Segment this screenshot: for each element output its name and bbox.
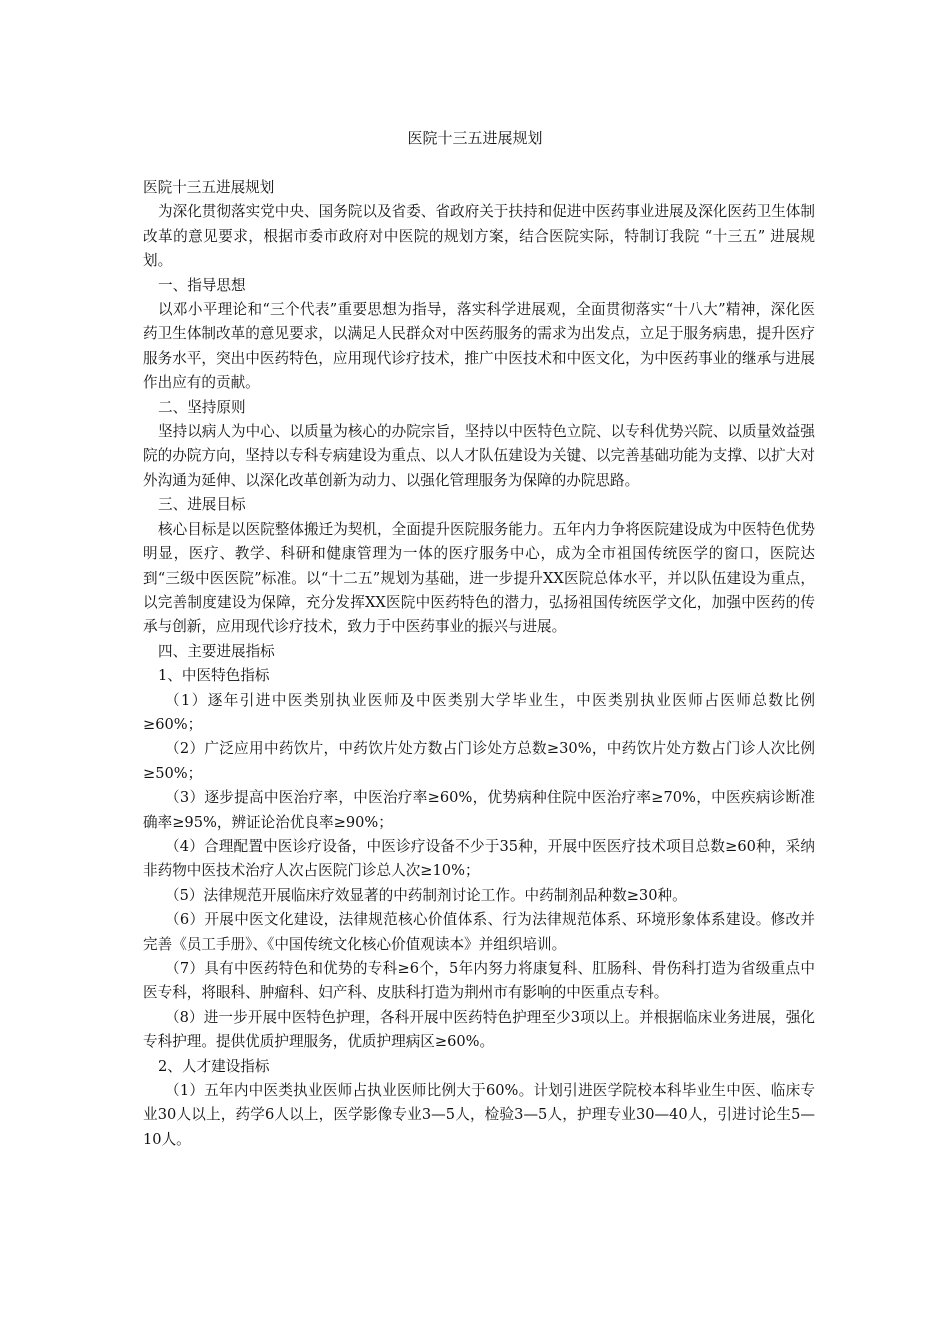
paragraph: （2）广泛应用中药饮片，中药饮片处方数占门诊处方总数≥30%，中药饮片处方数占门诊人次比例≥50%；: [143, 740, 815, 782]
paragraph: （5）法律规范开展临床疗效显著的中药制剂讨论工作。中药制剂品种数≥30种。: [165, 886, 687, 904]
paragraph: （3）逐步提高中医治疗率，中医治疗率≥60%，优势病种住院中医治疗率≥70%，中医疾病诊断准确率≥95%，辨证论治优良率≥90%；: [143, 789, 815, 831]
paragraph: 一、指导思想: [158, 276, 246, 294]
paragraph: 以邓小平理论和“三个代表”重要思想为指导，落实科学进展观，全面贯彻落实“十八大”精神，深化医药卫生体制改革的意见要求，以满足人民群众对中医药服务的需求为出发点，立足于服务病患，提升医疗服务水平，突出中医药特色，应用现代诊疗技术，推广中医技术和中医文化，为中医药事业的继承与进展作出应有的贡献。: [143, 301, 815, 392]
page-title: 医院十三五进展规划: [407, 129, 543, 147]
paragraph: 为深化贯彻落实党中央、国务院以及省委、省政府关于扶持和促进中医药事业进展及深化医药卫生体制改革的意见要求，根据市委市政府对中医院的规划方案，结合医院实际，特制订我院 “十三五” 进展规划。: [143, 203, 815, 270]
paragraph: 医院十三五进展规划: [143, 179, 275, 196]
paragraph: 四、主要进展指标: [158, 642, 275, 660]
paragraph: 坚持以病人为中心、以质量为核心的办院宗旨，坚持以中医特色立院、以专科优势兴院、以质量效益强院的办院方向，坚持以专科专病建设为重点、以人才队伍建设为关键、以完善基础功能为支撑、以扩大对外沟通为延伸、以深化改革创新为动力、以强化管理服务为保障的办院思路。: [143, 423, 815, 489]
document-body: [143, 176, 815, 1152]
paragraph: 二、坚持原则: [158, 398, 246, 416]
paragraph: 三、进展目标: [158, 496, 246, 514]
paragraph: （1）逐年引进中医类别执业医师及中医类别大学毕业生，中医类别执业医师占医师总数比例≥60%；: [143, 691, 815, 733]
paragraph: 1、中医特色指标: [158, 667, 270, 685]
paragraph: 核心目标是以医院整体搬迁为契机，全面提升医院服务能力。五年内力争将医院建设成为中医特色优势明显，医疗、教学、科研和健康管理为一体的医疗服务中心，成为全市祖国传统医学的窗口，医院达到“三级中医医院”标准。以“十二五”规划为基础，进一步提升XX医院总体水平，并以队伍建设为重点，以完善制度建设为保障，充分发挥XX医院中医药特色的潜力，弘扬祖国传统医学文化，加强中医药的传承与创新，应用现代诊疗技术，致力于中医药事业的振兴与进展。: [143, 520, 815, 636]
paragraph: （4）合理配置中医诊疗设备，中医诊疗设备不少于35种，开展中医医疗技术项目总数≥60种，采纳非药物中医技术治疗人次占医院门诊总人次≥10%；: [143, 837, 815, 880]
paragraph: 2、人才建设指标: [158, 1057, 270, 1075]
paragraph: （7）具有中医药特色和优势的专科≥6个，5年内努力将康复科、肛肠科、骨伤科打造为省级重点中医专科，将眼科、肿瘤科、妇产科、皮肤科打造为荆州市有影响的中医重点专科。: [143, 960, 815, 1002]
paragraph: （8）进一步开展中医特色护理，各科开展中医药特色护理至少3项以上。并根据临床业务进展，强化专科护理。提供优质护理服务，优质护理病区≥60%。: [143, 1008, 815, 1051]
paragraph: （1）五年内中医类执业医师占执业医师比例大于60%。计划引进医学院校本科毕业生中医、临床专业30人以上，药学6人以上，医学影像专业3—5人，检验3—5人，护理专业30—40人，引进讨论生5—10人。: [143, 1082, 815, 1148]
paragraph: （6）开展中医文化建设，法律规范核心价值体系、行为法律规范体系、环境形象体系建设。修改并完善《员工手册》、《中国传统文化核心价值观读本》并组织培训。: [143, 911, 815, 953]
